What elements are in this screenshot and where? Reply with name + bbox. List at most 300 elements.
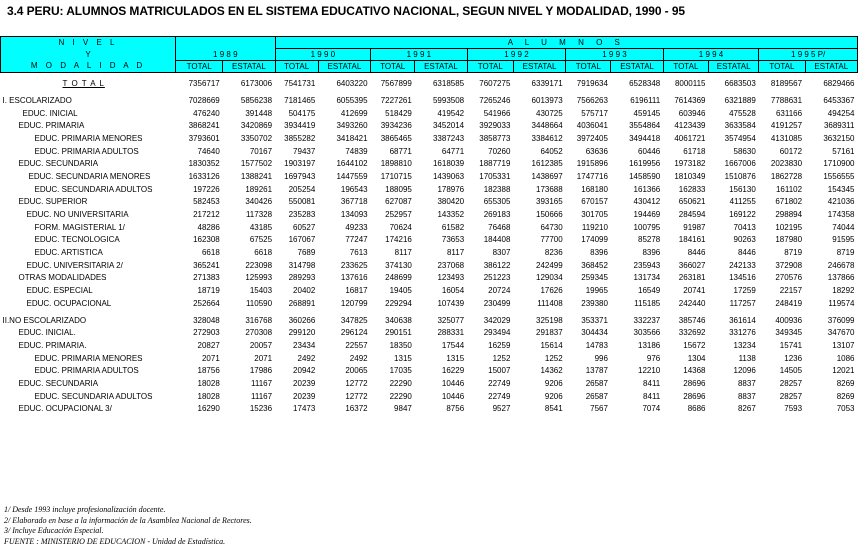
cell-value: 131734: [633, 273, 661, 283]
cell-value: 1810349: [674, 171, 706, 181]
table-row: [1, 209, 858, 222]
table-row: [1, 221, 858, 234]
cell-value: 230499: [483, 298, 511, 308]
cell-value: 20724: [488, 286, 511, 296]
header-year-1993: 1 9 9 3: [566, 49, 664, 61]
cell-value: 248419: [775, 298, 803, 308]
row-label: EDUC. ESPECIAL: [26, 286, 93, 296]
cell-value: 4123439: [674, 121, 706, 131]
row-label: EDUC. SECUNDARIA MENORES: [28, 171, 151, 181]
cell-value: 194469: [633, 210, 661, 220]
cell-value: 13234: [733, 340, 756, 350]
cell-value: 74640: [197, 146, 220, 156]
cell-value: 298894: [775, 210, 803, 220]
cell-value: 7614369: [674, 95, 706, 105]
cell-value: 90263: [733, 235, 756, 245]
table-row: [1, 272, 858, 285]
cell-value: 13186: [638, 340, 661, 350]
header-estatal: ESTATAL: [709, 61, 759, 73]
row-label: EDUC. PRIMARIA: [18, 121, 85, 131]
cell-value: 1577502: [240, 159, 273, 169]
cell-value: 7181465: [284, 95, 316, 105]
cell-value: 3929033: [479, 121, 511, 131]
cell-value: 197226: [193, 184, 220, 194]
cell-value: 8396: [590, 248, 608, 258]
cell-value: 7607275: [479, 78, 511, 88]
cell-value: 57161: [832, 146, 855, 156]
cell-value: 8411: [643, 378, 661, 388]
cell-value: 17259: [733, 286, 756, 296]
cell-value: 328048: [193, 315, 220, 325]
cell-value: 8719: [836, 248, 855, 258]
cell-value: 332237: [633, 315, 661, 325]
cell-value: 161102: [775, 184, 803, 194]
cell-value: 18756: [197, 366, 220, 376]
cell-value: 17626: [540, 286, 563, 296]
row-label: EDUC. SECUNDARIA ADULTOS: [34, 391, 153, 401]
cell-value: 70260: [488, 146, 511, 156]
header-year-1991: 1 9 9 1: [371, 49, 468, 61]
cell-value: 11167: [251, 378, 273, 388]
cell-value: 248699: [385, 273, 412, 283]
cell-value: 6618: [254, 248, 273, 258]
cell-value: 1705331: [479, 171, 511, 181]
row-label: EDUC. PRIMARIA MENORES: [34, 353, 143, 363]
cell-value: 8446: [737, 248, 756, 258]
cell-value: 22749: [488, 391, 511, 401]
cell-value: 8189567: [770, 78, 803, 88]
row-label: T O T A L: [62, 78, 105, 88]
table-row: [1, 378, 858, 391]
header-total: TOTAL: [176, 61, 223, 73]
cell-value: 430412: [633, 197, 661, 207]
cell-value: 372908: [775, 260, 803, 270]
cell-value: 342029: [483, 315, 511, 325]
cell-value: 301705: [581, 210, 608, 220]
cell-value: 3493260: [336, 121, 368, 131]
cell-value: 1438697: [531, 171, 563, 181]
cell-value: 7613: [349, 248, 368, 258]
cell-value: 7356717: [188, 78, 220, 88]
header-total: TOTAL: [663, 61, 708, 73]
cell-value: 26587: [585, 378, 608, 388]
cell-value: 1915896: [576, 159, 608, 169]
cell-value: 252957: [385, 210, 412, 220]
cell-value: 134093: [340, 210, 368, 220]
cell-value: 8269: [836, 391, 855, 401]
cell-value: 1612385: [531, 159, 563, 169]
cell-value: 73653: [441, 235, 465, 245]
cell-value: 16372: [345, 404, 368, 414]
cell-value: 4191257: [770, 121, 803, 131]
cell-value: 77247: [345, 235, 368, 245]
cell-value: 430725: [536, 108, 563, 118]
cell-value: 8307: [492, 248, 511, 258]
cell-value: 3452014: [432, 121, 465, 131]
table-row: [1, 183, 858, 196]
table-row: [1, 120, 858, 133]
cell-value: 376099: [827, 315, 855, 325]
table-row: [1, 171, 858, 184]
cell-value: 8686: [687, 404, 706, 414]
cell-value: 64771: [441, 146, 465, 156]
table-row: [1, 365, 858, 378]
cell-value: 8117: [446, 248, 465, 258]
cell-value: 1439063: [432, 171, 465, 181]
table-body: [1, 73, 858, 416]
cell-value: 76468: [488, 222, 511, 232]
cell-value: 6683503: [724, 78, 756, 88]
cell-value: 3632150: [823, 133, 855, 143]
cell-value: 15672: [683, 340, 706, 350]
cell-value: 3689311: [823, 121, 855, 131]
cell-value: 269183: [483, 210, 511, 220]
table-row: [1, 327, 858, 340]
row-label: FORM. MAGISTERIAL 1/: [34, 222, 125, 232]
cell-value: 325077: [437, 315, 465, 325]
cell-value: 3868241: [188, 121, 220, 131]
row-label: EDUC. INICIAL: [22, 108, 78, 118]
cell-value: 411255: [729, 197, 756, 207]
cell-value: 156130: [729, 184, 756, 194]
cell-value: 3494418: [629, 133, 661, 143]
row-label: EDUC. UNIVERSITARIA 2/: [26, 260, 123, 270]
cell-value: 1710900: [823, 159, 855, 169]
cell-value: 603946: [678, 108, 706, 118]
cell-value: 1315: [446, 353, 465, 363]
cell-value: 137616: [340, 273, 368, 283]
cell-value: 22157: [779, 286, 803, 296]
cell-value: 22290: [389, 391, 412, 401]
cell-value: 74044: [832, 222, 855, 232]
cell-value: 17473: [293, 404, 316, 414]
cell-value: 476240: [193, 108, 220, 118]
cell-value: 360266: [288, 315, 316, 325]
row-label: EDUC. NO UNIVERSITARIA: [26, 210, 129, 220]
cell-value: 270308: [245, 328, 273, 338]
cell-value: 271383: [193, 273, 220, 283]
cell-value: 504175: [288, 108, 316, 118]
cell-value: 6618: [201, 248, 220, 258]
cell-value: 12096: [733, 366, 756, 376]
cell-value: 20741: [683, 286, 706, 296]
cell-value: 996: [594, 353, 608, 363]
cell-value: 115185: [634, 298, 661, 308]
cell-value: 3972405: [576, 133, 608, 143]
cell-value: 174099: [581, 235, 608, 245]
cell-value: 400936: [775, 315, 803, 325]
cell-value: 367718: [340, 197, 368, 207]
cell-value: 12772: [345, 391, 368, 401]
header-modalidad: M O D A L I D A D: [1, 61, 176, 73]
cell-value: 380420: [437, 197, 465, 207]
cell-value: 12210: [638, 366, 661, 376]
cell-value: 385746: [678, 315, 706, 325]
cell-value: 6403220: [336, 78, 368, 88]
row-label: EDUC. PRIMARIA MENORES: [34, 133, 143, 143]
cell-value: 137866: [827, 273, 855, 283]
cell-value: 217212: [193, 210, 220, 220]
cell-value: 340638: [385, 315, 412, 325]
cell-value: 19405: [389, 286, 412, 296]
cell-value: 12021: [832, 366, 855, 376]
cell-value: 1667006: [724, 159, 756, 169]
table-row: [1, 340, 858, 353]
cell-value: 15741: [779, 340, 803, 350]
row-label: I. ESCOLARIZADO: [2, 95, 72, 105]
cell-value: 314798: [288, 260, 316, 270]
cell-value: 251223: [483, 273, 511, 283]
cell-value: 3387243: [432, 133, 465, 143]
cell-value: 169122: [729, 210, 756, 220]
cell-value: 3574954: [724, 133, 756, 143]
cell-value: 60446: [638, 146, 661, 156]
cell-value: 70413: [733, 222, 756, 232]
cell-value: 11167: [251, 391, 273, 401]
header-total: TOTAL: [566, 61, 611, 73]
cell-value: 7053: [836, 404, 855, 414]
header-total: TOTAL: [467, 61, 513, 73]
cell-value: 296124: [340, 328, 368, 338]
cell-value: 459145: [633, 108, 661, 118]
cell-value: 14783: [585, 340, 608, 350]
cell-value: 16259: [488, 340, 511, 350]
table-header: [1, 37, 858, 73]
cell-value: 150666: [536, 210, 563, 220]
cell-value: 671802: [775, 197, 803, 207]
cell-value: 13787: [585, 366, 608, 376]
header-total: TOTAL: [759, 61, 805, 73]
cell-value: 7567: [590, 404, 608, 414]
cell-value: 8719: [784, 248, 803, 258]
cell-value: 168180: [581, 184, 608, 194]
header-blank-1989: 1 9 8 9: [176, 37, 276, 61]
cell-value: 1830352: [188, 159, 220, 169]
cell-value: 20057: [249, 340, 273, 350]
cell-value: 6013973: [531, 95, 563, 105]
cell-value: 3934419: [284, 121, 316, 131]
cell-value: 28257: [779, 378, 803, 388]
cell-value: 353371: [581, 315, 608, 325]
cell-value: 13107: [832, 340, 855, 350]
header-estatal: ESTATAL: [611, 61, 663, 73]
cell-value: 1633126: [188, 171, 220, 181]
row-label: EDUC. PRIMARIA.: [18, 340, 87, 350]
cell-value: 20402: [293, 286, 316, 296]
cell-value: 8756: [446, 404, 465, 414]
cell-value: 26587: [585, 391, 608, 401]
cell-value: 1447559: [336, 171, 368, 181]
cell-value: 2023830: [770, 159, 803, 169]
cell-value: 8269: [836, 378, 855, 388]
cell-value: 316768: [245, 315, 273, 325]
row-label: II.NO ESCOLARIZADO: [2, 315, 87, 325]
cell-value: 64052: [540, 146, 563, 156]
cell-value: 7919634: [576, 78, 608, 88]
cell-value: 2492: [349, 353, 368, 363]
cell-value: 14368: [683, 366, 706, 376]
cell-value: 3633584: [724, 121, 756, 131]
table-row: [1, 95, 858, 108]
cell-value: 7028669: [188, 95, 220, 105]
header-nivel: N I V E L: [1, 37, 176, 49]
cell-value: 49233: [345, 222, 368, 232]
table-row: [1, 390, 858, 403]
cell-value: 8236: [544, 248, 563, 258]
cell-value: 3865465: [380, 133, 412, 143]
cell-value: 1618039: [432, 159, 465, 169]
cell-value: 17986: [249, 366, 273, 376]
cell-value: 6339171: [531, 78, 563, 88]
cell-value: 2071: [254, 353, 273, 363]
cell-value: 6173006: [240, 78, 273, 88]
cell-value: 1887719: [479, 159, 511, 169]
cell-value: 16229: [441, 366, 465, 376]
cell-value: 129034: [536, 273, 563, 283]
table-row: [1, 352, 858, 365]
cell-value: 18719: [197, 286, 220, 296]
cell-value: 63636: [585, 146, 608, 156]
cell-value: 3934236: [380, 121, 412, 131]
cell-value: 349345: [775, 328, 803, 338]
cell-value: 419542: [437, 108, 465, 118]
cell-value: 64730: [540, 222, 563, 232]
cell-value: 18292: [832, 286, 855, 296]
cell-value: 43185: [249, 222, 273, 232]
cell-value: 8411: [643, 391, 661, 401]
cell-value: 1458590: [629, 171, 661, 181]
cell-value: 110590: [245, 298, 273, 308]
cell-value: 3554864: [629, 121, 661, 131]
cell-value: 184408: [483, 235, 511, 245]
cell-value: 10446: [441, 391, 465, 401]
cell-value: 361614: [729, 315, 756, 325]
cell-value: 16549: [638, 286, 661, 296]
cell-value: 2492: [297, 353, 316, 363]
cell-value: 8000115: [674, 78, 706, 88]
cell-value: 229294: [385, 298, 412, 308]
cell-value: 1252: [492, 353, 511, 363]
cell-value: 205254: [288, 184, 316, 194]
cell-value: 291837: [536, 328, 563, 338]
cell-value: 304434: [581, 328, 608, 338]
cell-value: 187980: [775, 235, 803, 245]
cell-value: 303566: [633, 328, 661, 338]
cell-value: 17035: [389, 366, 412, 376]
cell-value: 8837: [737, 378, 756, 388]
page-title: 3.4 PERU: ALUMNOS MATRICULADOS EN EL SISTEMA EDUCATIVO NACIONAL, SEGUN NIVEL Y MODALIDAD, 1990 - 95: [7, 4, 685, 18]
header-year-1990: 1 9 9 0: [275, 49, 371, 61]
cell-value: 391448: [245, 108, 273, 118]
cell-value: 3855282: [284, 133, 316, 143]
cell-value: 6196111: [630, 95, 661, 105]
cell-value: 366027: [678, 260, 706, 270]
cell-value: 74839: [345, 146, 368, 156]
table-row: [1, 247, 858, 260]
cell-value: 4131085: [770, 133, 803, 143]
cell-value: 1973182: [674, 159, 706, 169]
cell-value: 627087: [385, 197, 412, 207]
cell-value: 162833: [678, 184, 706, 194]
cell-value: 242133: [729, 260, 756, 270]
cell-value: 17544: [441, 340, 465, 350]
cell-value: 7593: [784, 404, 803, 414]
cell-value: 123493: [437, 273, 465, 283]
cell-value: 299120: [288, 328, 316, 338]
cell-value: 1898810: [380, 159, 412, 169]
cell-value: 7788631: [770, 95, 803, 105]
cell-value: 5856238: [240, 95, 273, 105]
cell-value: 23434: [293, 340, 316, 350]
cell-value: 7566263: [576, 95, 608, 105]
cell-value: 550081: [288, 197, 316, 207]
table-row: [1, 73, 858, 95]
header-estatal: ESTATAL: [223, 61, 275, 73]
cell-value: 20239: [293, 378, 316, 388]
cell-value: 28257: [779, 391, 803, 401]
cell-value: 161366: [633, 184, 661, 194]
cell-value: 235283: [288, 210, 316, 220]
row-label: EDUC. PRIMARIA ADULTOS: [34, 146, 139, 156]
cell-value: 70624: [389, 222, 412, 232]
header-year-1995: 1 9 9 5 P/: [759, 49, 858, 61]
cell-value: 61718: [683, 146, 706, 156]
cell-value: 12772: [345, 378, 368, 388]
footnotes: [4, 505, 252, 547]
row-label: EDUC. SECUNDARIA ADULTOS: [34, 184, 153, 194]
cell-value: 134516: [729, 273, 756, 283]
cell-value: 20827: [197, 340, 220, 350]
cell-value: 374130: [385, 260, 412, 270]
cell-value: 15403: [249, 286, 273, 296]
cell-value: 259345: [581, 273, 608, 283]
row-label: EDUC. PRIMARIA ADULTOS: [34, 366, 139, 376]
cell-value: 340426: [245, 197, 273, 207]
cell-value: 58630: [733, 146, 756, 156]
cell-value: 368452: [581, 260, 608, 270]
cell-value: 3448664: [531, 121, 563, 131]
footnote: 1/ Desde 1993 incluye profesionalización docente.: [4, 505, 166, 514]
cell-value: 6318585: [432, 78, 465, 88]
header-estatal: ESTATAL: [513, 61, 565, 73]
cell-value: 60172: [779, 146, 803, 156]
cell-value: 79437: [293, 146, 316, 156]
cell-value: 223098: [245, 260, 273, 270]
cell-value: 196543: [340, 184, 368, 194]
enrollment-table: [0, 36, 858, 416]
cell-value: 48286: [197, 222, 220, 232]
cell-value: 421036: [827, 197, 855, 207]
cell-value: 14362: [540, 366, 563, 376]
row-label: EDUC. SUPERIOR: [18, 197, 88, 207]
cell-value: 120799: [340, 298, 368, 308]
cell-value: 2071: [201, 353, 220, 363]
cell-value: 18350: [389, 340, 412, 350]
cell-value: 7227261: [380, 95, 412, 105]
row-label: EDUC. SECUNDARIA: [18, 159, 99, 169]
header-total: TOTAL: [371, 61, 415, 73]
cell-value: 117257: [729, 298, 756, 308]
cell-value: 22290: [389, 378, 412, 388]
cell-value: 1086: [836, 353, 855, 363]
cell-value: 239380: [581, 298, 608, 308]
source-note: FUENTE : MINISTERIO DE EDUCACION - Unidad de Estadística.: [4, 536, 226, 546]
cell-value: 1747716: [576, 171, 608, 181]
header-estatal: ESTATAL: [318, 61, 370, 73]
cell-value: 8267: [737, 404, 756, 414]
cell-value: 7074: [642, 404, 661, 414]
cell-value: 16054: [441, 286, 465, 296]
